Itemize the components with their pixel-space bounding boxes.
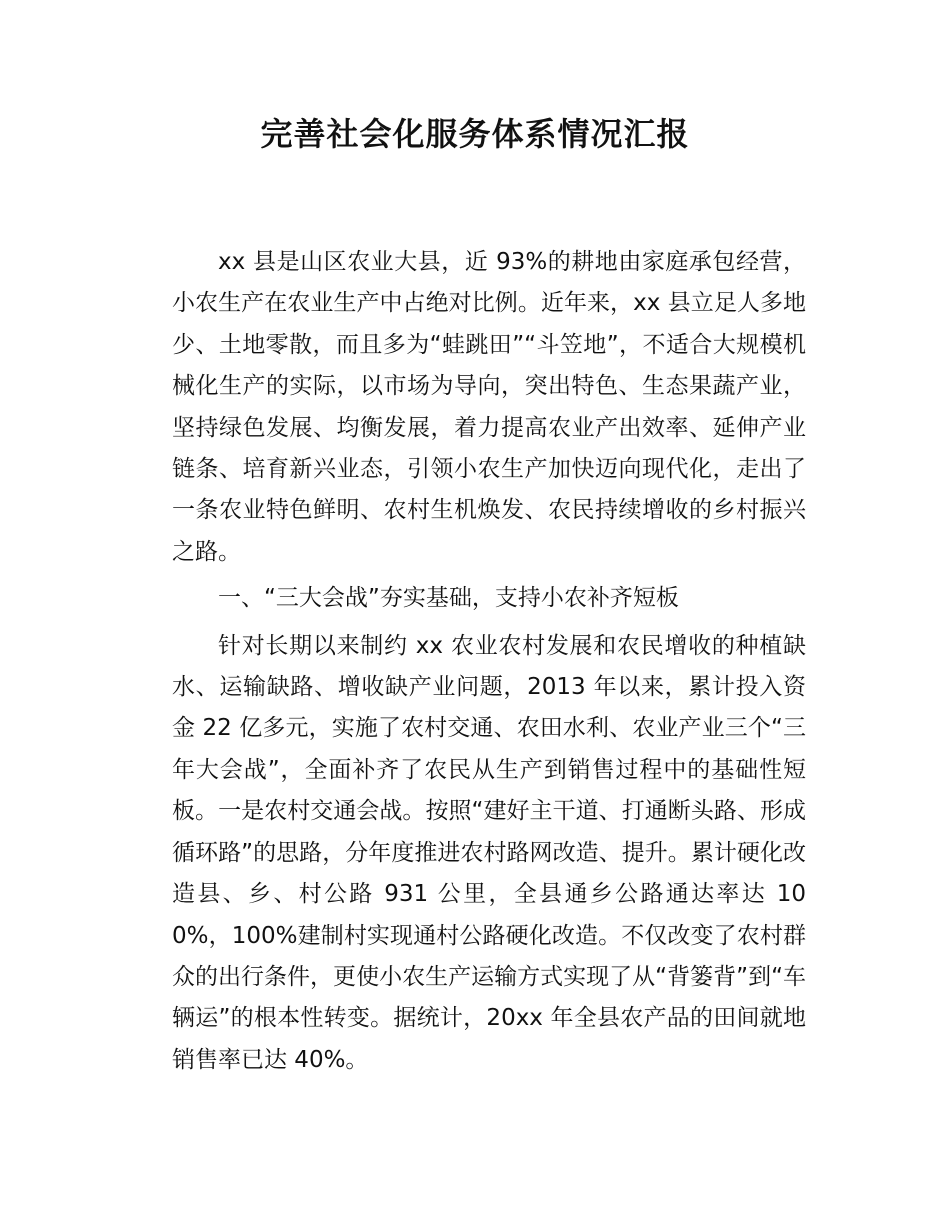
section-heading: 一、“三大会战”夯实基础，支持小农补齐短板 [218, 585, 679, 612]
intro-paragraph: xx 县是山区农业大县，近 93%的耕地由家庭承包经营，小农生产在农业生产中占绝对比例。近年来，xx 县立足人多地少、土地零散，而且多为“蛙跳田”“斗笠地”，不适合大规模机械化生产的实际，以市场为导向，突出特色、生态果蔬产业，坚持绿色发展、均衡发展，着力提高农业产出效率、延伸产业链条、培育新兴业态，引领小农生产加快迈向现代化，走出了一条农业特色鲜明、农村生机焕发、农民持续增收的乡村振兴之路。 [172, 249, 806, 565]
section-paragraph: 针对长期以来制约 xx 农业农村发展和农民增收的种植缺水、运输缺路、增收缺产业问题，2013 年以来，累计投入资金 22 亿多元，实施了农村交通、农田水利、农业产业三个“三年大会战”，全面补齐了农民从生产到销售过程中的基础性短板。一是农村交通会战。按照“建好主干道、打通断头路、形成循环路”的思路，分年度推进农村路网改造、提升。累计硬化改造县、乡、村公路 931 公里，全县通乡公路通达率达 100%，100%建制村实现通村公路硬化改造。不仅改变了农村群众的出行条件，更使小农生产运输方式实现了从“背篓背”到“车辆运”的根本性转变。据统计，20xx 年全县农产品的田间就地销售率已达 40%。 [172, 632, 806, 1073]
document-title: 完善社会化服务体系情况汇报 [260, 115, 690, 153]
document-body [172, 242, 806, 1081]
